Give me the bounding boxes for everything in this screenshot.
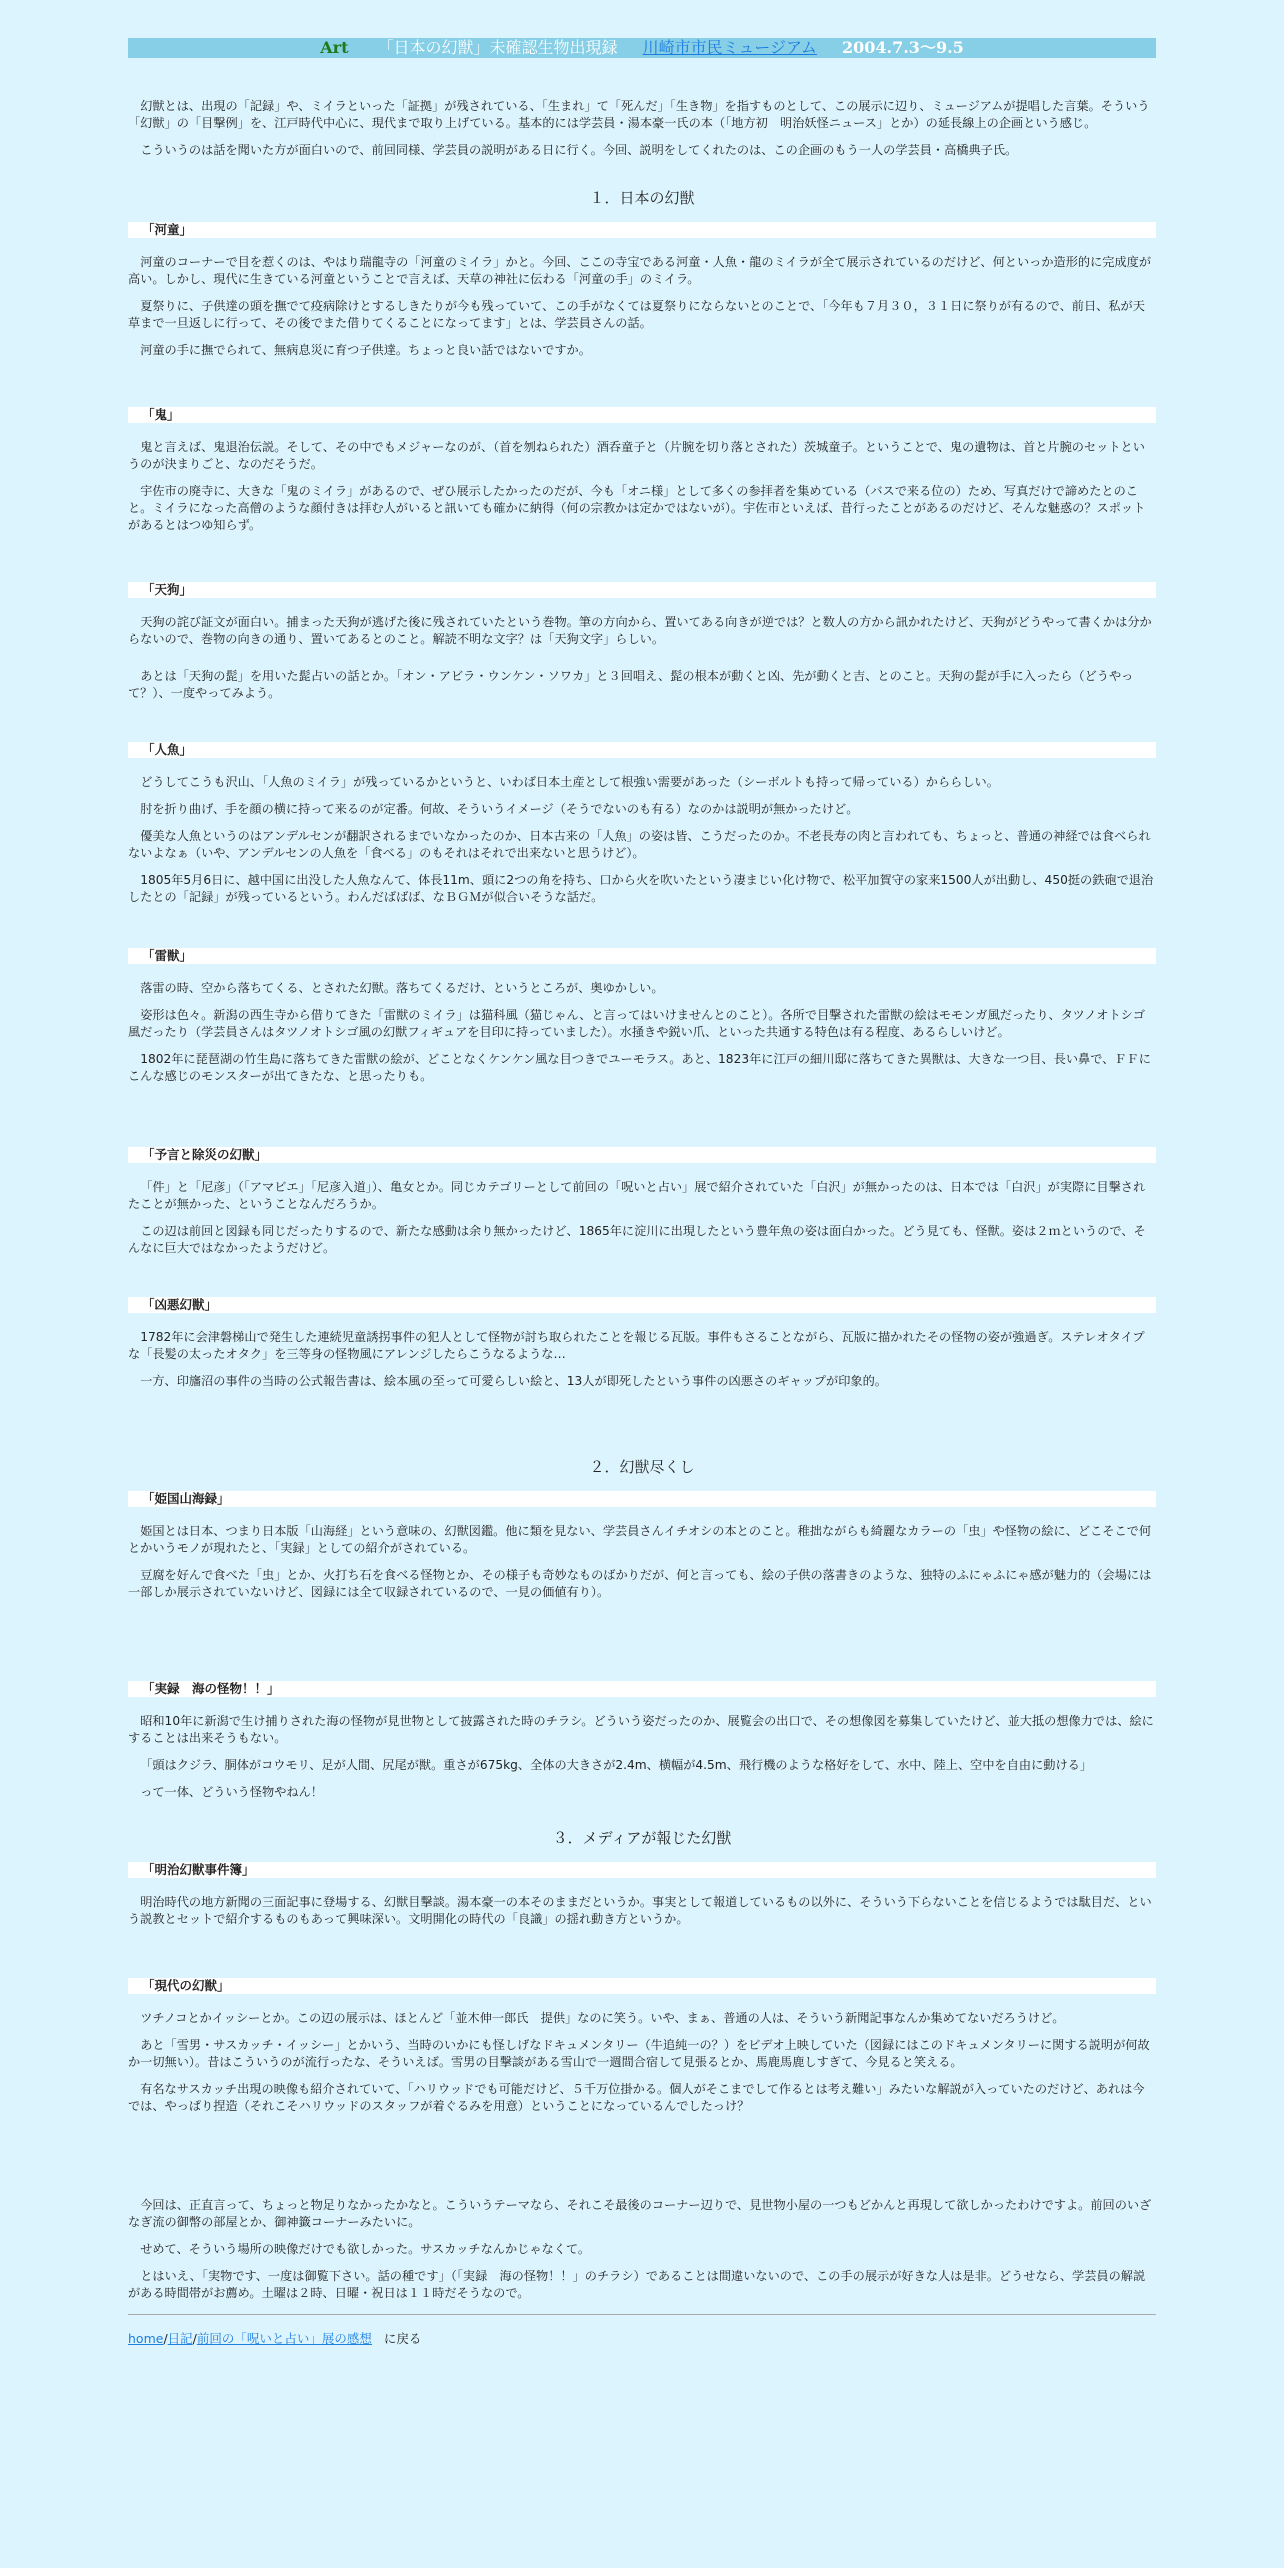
paragraph: 肘を折り曲げ、手を顔の横に持って来るのが定番。何故、そういうイメージ（そうでないのも有る）なのかは説明が無かったけど。 [140,802,859,816]
separator: / [163,2331,168,2346]
paragraph: 昭和10年に新潟で生け捕りされた海の怪物が見世物として披露された時のチラシ。どういう姿だったのか、展覧会の出口で、その想像図を募集していたけど、並大抵の想像力では、絵にすることは出来そうもない。 [128,1714,1154,1745]
paragraph: 落雷の時、空から落ちてくる、とされた幻獣。落ちてくるだけ、というところが、奥ゆかしい。 [140,981,664,995]
section-heading-yogen: 「予言と除災の幻獣」 [128,1147,1156,1163]
paragraph: 1782年に会津磐梯山で発生した連続児童誘拐事件の犯人として怪物が討ち取られたことを報じる瓦版。事件もさることながら、瓦版に描かれたその怪物の姿が強過ぎ。ステレオタイプな「長髪の太ったオタク」を三等身の怪物風にアレンジしたらこうなるような… [128,1330,1145,1361]
diary-link[interactable]: 日記 [167,2331,193,2346]
venue-link[interactable]: 川崎市市民ミュージアム [642,38,817,57]
paragraph: 一方、印旛沼の事件の当時の公式報告書は、絵本風の至って可愛らしい絵と、13人が即死したという事件の凶悪さのギャップが印象的。 [140,1374,887,1388]
paragraph: あと「雪男・サスカッチ・イッシー」とかいう、当時のいかにも怪しげなドキュメンタリー（牛追純一の？）をビデオ上映していた（図録にはこのドキュメンタリーに関する説明が何故か一切無い）。昔はこういうのが流行ったな、そういえば。雪男の目撃談がある雪山で一週間合宿して見張るとか、馬鹿馬鹿しすぎて、今見ると笑える。 [128,2038,1150,2069]
section-heading-oni: 「鬼」 [128,407,1156,423]
closing-paragraph: とはいえ、「実物です、一度は御覧下さい。話の種です」（「実録 海の怪物！！」のチラシ）であることは間違いないので、この手の展示が好きな人は是非。どうせなら、学芸員の解説がある時間帯がお薦め。土曜は２時、日曜・祝日は１１時だそうなので。 [128,2269,1146,2300]
chapter-heading: １．日本の幻獣 [589,189,695,207]
paragraph: 1805年5月6日に、越中国に出没した人魚なんて、体長11m、頭に2つの角を持ち、口から火を吹いたという凄まじい化け物で、松平加賀守の家来1500人が出動し、450挺の鉄砲で退治したとの「記録」が残っているという。わんだばばば、なＢＧＭが似合いそうな話だ。 [128,873,1154,904]
paragraph: 優美な人魚というのはアンデルセンが翻訳されるまでいなかったのか、日本古来の「人魚」の姿は皆、こうだったのか。不老長寿の肉と言われても、ちょっと、普通の神経では食べられないよなぁ（いや、アンデルセンの人魚を「食べる」のもそれはそれで出来ないと思うけど）。 [128,829,1151,860]
paragraph: 天狗の詫び証文が面白い。捕まった天狗が逃げた後に残されていたという巻物。筆の方向から、置いてある向きが逆では？と数人の方から訊かれたけど、天狗がどうやって書くかは分からないので、巻物の向きの通り、置いてあるとのこと。解読不明な文字？は「天狗文字」らしい。 [128,615,1152,646]
art-label: Art [320,38,349,57]
footer-divider [128,2314,1156,2315]
separator: / [192,2331,197,2346]
paragraph: あとは「天狗の髭」を用いた髭占いの話とか。「オン・アビラ・ウンケン・ソワカ」と３回唱え、髭の根本が動くと凶、先が動くと吉、とのこと。天狗の髭が手に入ったら（どうやって？）、一度やってみよう。 [128,669,1134,700]
previous-review-link[interactable]: 前回の「呪いと占い」展の感想 [196,2331,372,2346]
section-heading-gendai: 「現代の幻獣」 [128,1978,1156,1994]
paragraph: 宇佐市の廃寺に、大きな「鬼のミイラ」があるので、ぜひ展示したかったのだが、今も「オニ様」として多くの参拝者を集めている（バスで来る位の）ため、写真だけで諦めたとのこと。ミイラになった高僧のような顔付きは拝む人がいると訊いても確かに納得（何の宗教かは定かではないが）。宇佐市といえば、昔行ったことがあるのだけど、そんな魅惑の？スポットがあるとはつゆ知らず。 [128,484,1146,532]
closing-paragraph: 今回は、正直言って、ちょっと物足りなかったかなと。こういうテーマなら、それこそ最後のコーナー辺りで、見世物小屋の一つもどかんと再現して欲しかったわけですよ。前回のいざなぎ流の御幣の部屋とか、御神籤コーナーみたいに。 [128,2198,1152,2229]
back-text: に戻る [383,2331,422,2346]
paragraph: 1802年に琵琶湖の竹生島に落ちてきた雷獣の絵が、どことなくケンケン風な目つきでユーモラス。あと、1823年に江戸の細川邸に落ちてきた異獣は、大きな一つ目、長い鼻で、ＦＦにこんな感じのモンスターが出てきたな、と思ったりも。 [128,1052,1151,1083]
paragraph: 河童のコーナーで目を惹くのは、やはり瑞龍寺の「河童のミイラ」かと。今回、ここの寺宝である河童・人魚・龍のミイラが全て展示されているのだけど、何といっか造形的に完成度が高い。しかし、現代に生きている河童ということで言えば、天草の神社に伝わる「河童の手」のミイラ。 [128,255,1152,286]
paragraph: 河童の手に撫でられて、無病息災に育つ子供達。ちょっと良い話ではないですか。 [140,343,591,357]
paragraph: ツチノコとかイッシーとか。この辺の展示は、ほとんど「並木伸一郎氏 提供」なのに笑う。いや、まぁ、普通の人は、そういう新聞記事なんか集めてないだろうけど。 [140,2011,1065,2025]
intro-paragraph: 幻獣とは、出現の「記録」や、ミイラといった「証拠」が残されている、「生まれ」て「死んだ」「生き物」を指すものとして、この展示に辺り、ミュージアムが提唱した言葉。そういう「幻獣」の「目撃例」を、江戸時代中心に、現代まで取り上げている。基本的には学芸員・湯本豪一氏の本（「地方初 明治妖怪ニュース」とか）の延長線上の企画という感じ。 [128,99,1150,130]
intro-paragraph: こういうのは話を聞いた方が面白いので、前回同様、学芸員の説明がある日に行く。今回、説明をしてくれたのは、この企画のもう一人の学芸員・高橋典子氏。 [140,143,1018,157]
paragraph: 「頭はクジラ、胴体がコウモリ、足が人間、尻尾が獣。重さが675kg、全体の大きさが2.4m、横幅が4.5m、飛行機のような格好をして、水中、陸上、空中を自由に動ける」 [140,1758,1093,1772]
article [128,38,1156,2347]
closing-paragraph: せめて、そういう場所の映像だけでも欲しかった。サスカッチなんかじゃなくて。 [140,2242,591,2256]
exhibition-title: 「日本の幻獣」未確認生物出現録 [377,38,618,57]
section-heading-raiju: 「雷獣」 [128,948,1156,964]
paragraph: って一体、どういう怪物やねん！ [140,1785,323,1799]
chapter-heading: ３．メディアが報じた幻獣 [552,1829,732,1847]
section-heading-tengu: 「天狗」 [128,582,1156,598]
section-heading-meiji: 「明治幻獣事件簿」 [128,1862,1156,1878]
paragraph: 夏祭りに、子供達の頭を撫でて疫病除けとするしきたりが今も残っていて、この手がなくては夏祭りにならないとのことで、「今年も７月３０，３１日に祭りが有るので、前日、私が天草まで一旦返しに行って、その後でまた借りてくることになってます」とは、学芸員さんの話。 [128,299,1145,330]
paragraph: この辺は前回と図録も同じだったりするので、新たな感動は余り無かったけど、1865年に淀川に出現したという豊年魚の姿は面白かった。どう見ても、怪獣。姿は２ｍというので、そんなに巨大ではなかったようだけど。 [128,1224,1146,1255]
section-heading-kyoaku: 「凶悪幻獣」 [128,1297,1156,1313]
paragraph: 姫国とは日本、つまり日本版「山海経」という意味の、幻獣図鑑。他に類を見ない、学芸員さんイチオシの本とのこと。稚拙ながらも綺麗なカラーの「虫」や怪物の絵に、どこそこで何とかいうモノが現れたと、「実録」としての紹介がされている。 [128,1524,1152,1555]
paragraph: どうしてこうも沢山、「人魚のミイラ」が残っているかというと、いわば日本土産として根強い需要があった（シーボルトも持って帰っている）かららしい。 [140,775,999,789]
section-heading-jitsuroku: 「実録 海の怪物！！」 [128,1681,1156,1697]
paragraph: 鬼と言えば、鬼退治伝説。そして、その中でもメジャーなのが、（首を刎ねられた）酒呑童子と（片腕を切り落とされた）茨城童子。ということで、鬼の遺物は、首と片腕のセットというのが決まりごと、なのだそうだ。 [128,440,1145,471]
section-heading-ningyo: 「人魚」 [128,742,1156,758]
section-heading-himekuni: 「姫国山海録」 [128,1491,1156,1507]
footer-nav [128,2329,1156,2347]
paragraph: 明治時代の地方新聞の三面記事に登場する、幻獣目撃談。湯本豪一の本そのままだというか。事実として報道しているもの以外に、そういう下らないことを信じるようでは駄目だ、という説教とセットで紹介するものもあって興味深い。文明開化の時代の「良識」の揺れ動き方というか。 [128,1895,1152,1926]
exhibition-dates: 2004.7.3～9.5 [842,38,964,57]
paragraph: 姿形は色々。新潟の西生寺から借りてきた「雷獣のミイラ」は猫科風（猫じゃん、と言ってはいけませんとのこと）。各所で目撃された雷獣の絵はモモンガ風だったり、タツノオトシゴ風だったり（学芸員さんはタツノオトシゴ風の幻獣フィギュアを目印に持っていました）。水掻きや鋭い爪、といった共通する特色は有る程度、あるらしいけど。 [128,1008,1146,1039]
section-heading-kappa: 「河童」 [128,222,1156,238]
paragraph: 有名なサスカッチ出現の映像も紹介されていて、「ハリウッドでも可能だけど、５千万位掛かる。個人がそこまでして作るとは考え難い」みたいな解説が入っていたのだけど、あれは今では、やっぱり捏造（それこそハリウッドのスタッフが着ぐるみを用意）ということになっているんでしたっけ？ [128,2082,1145,2113]
paragraph: 豆腐を好んで食べた「虫」とか、火打ち石を食べる怪物とか、その様子も奇妙なものばかりだが、何と言っても、絵の子供の落書きのような、独特のふにゃふにゃ感が魅力的（会場には一部しか展示されていないけど、図録には全て収録されているので、一見の価値有り）。 [128,1568,1152,1599]
paragraph: 「件」と「尼彦」（「アマビエ」「尼彦入道」）、亀女とか。同じカテゴリーとして前回の「呪いと占い」展で紹介されていた「白沢」が無かったのは、日本では「白沢」が実際に目撃されたことが無かった、ということなんだろうか。 [128,1180,1146,1211]
home-link[interactable]: home [128,2331,164,2346]
title-bar [128,38,1156,58]
chapter-heading: ２．幻獣尽くし [589,1458,695,1476]
